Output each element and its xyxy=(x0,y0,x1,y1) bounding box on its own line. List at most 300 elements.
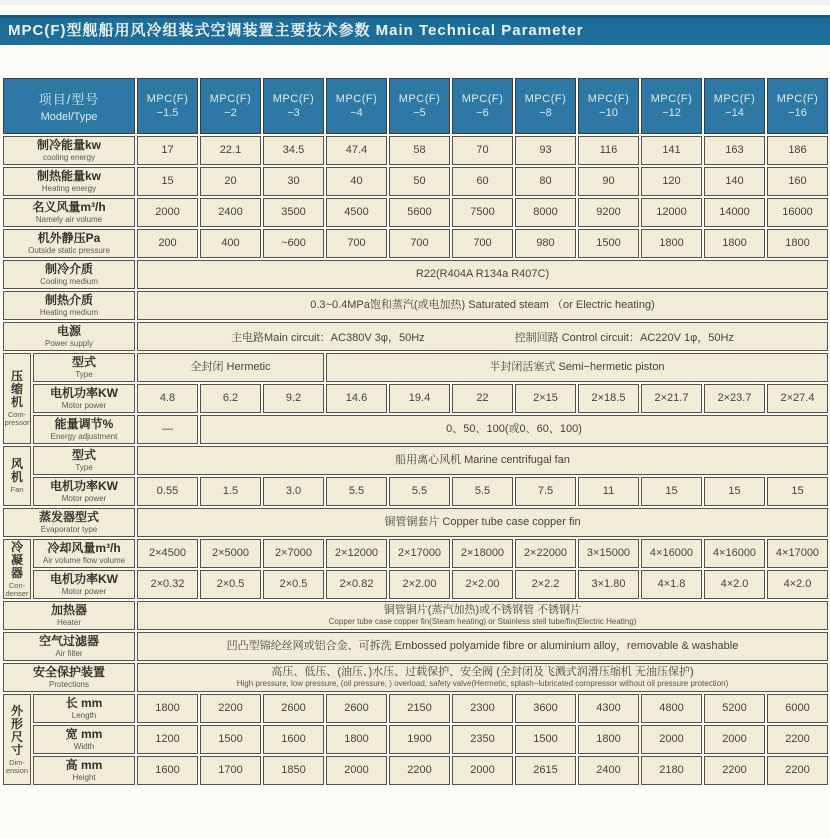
value-cell xyxy=(200,539,261,568)
value-cell xyxy=(263,229,324,258)
value-cell xyxy=(452,694,513,723)
value-cell xyxy=(326,477,387,506)
value-cell xyxy=(578,136,639,165)
section-label-en-line: Com- xyxy=(7,410,27,419)
value-cell xyxy=(137,167,198,196)
value-line-cn: 4×17000 xyxy=(775,547,820,559)
value-cell xyxy=(767,198,828,227)
value-cell xyxy=(326,725,387,754)
table-row xyxy=(3,756,828,785)
value-line-cn: 700 xyxy=(473,237,492,249)
value-line-cn: 2×2.2 xyxy=(531,578,560,590)
value-line-cn: 1800 xyxy=(722,237,747,249)
row-label-en: Height xyxy=(72,773,96,782)
model-size: −2 xyxy=(224,107,237,119)
value-line-cn: 80 xyxy=(539,175,552,187)
row-label-cn: 宽 mm xyxy=(65,727,103,741)
row-label xyxy=(33,415,135,444)
row-label-en: Motor power xyxy=(61,587,107,596)
value-cell xyxy=(326,539,387,568)
value-cell xyxy=(515,198,576,227)
value-line-cn: 400 xyxy=(221,237,240,249)
value-cell xyxy=(389,539,450,568)
value-line-cn: 2×15 xyxy=(533,392,558,404)
row-label-cn: 高 mm xyxy=(65,758,103,772)
value-cell xyxy=(263,725,324,754)
value-cell xyxy=(200,167,261,196)
row-label-en: Protections xyxy=(48,680,90,689)
value-line-cn: 4×2.0 xyxy=(720,578,749,590)
row-label-cn: 名义风量m³/h xyxy=(32,200,106,214)
value-cell xyxy=(452,167,513,196)
table-row xyxy=(3,477,828,506)
table-row xyxy=(3,694,828,723)
section-label-char: 凝 xyxy=(10,552,23,567)
value-cell xyxy=(452,384,513,413)
value-cell xyxy=(137,508,828,537)
value-cell xyxy=(704,725,765,754)
model-size: −3 xyxy=(287,107,300,119)
value-line-cn: 2×21.7 xyxy=(654,392,689,404)
section-label xyxy=(3,446,31,506)
row-label-cn: 安全保护装置 xyxy=(32,665,105,679)
value-line-cn: 4.8 xyxy=(159,392,176,404)
value-cell xyxy=(263,570,324,599)
value-line-cn: 60 xyxy=(476,175,489,187)
value-cell xyxy=(641,198,702,227)
value-line-cn: 14000 xyxy=(719,206,750,218)
value-cell xyxy=(704,198,765,227)
value-line-cn: 5600 xyxy=(407,206,432,218)
row-label xyxy=(3,167,135,196)
row-label xyxy=(3,136,135,165)
row-label xyxy=(33,539,135,568)
section-label-en-line: Dim- xyxy=(9,757,25,767)
row-label xyxy=(3,601,135,630)
model-type-header xyxy=(3,78,135,134)
model-size: −12 xyxy=(662,107,681,119)
value-cell xyxy=(578,229,639,258)
value-line-cn: 2×2.00 xyxy=(465,578,500,590)
value-line-cn: 2×17000 xyxy=(397,547,442,559)
row-label-cn: 能量调节% xyxy=(54,417,114,431)
section-label-en-line: ension xyxy=(5,765,29,775)
value-cell xyxy=(263,694,324,723)
value-cell xyxy=(137,291,828,320)
value-cell xyxy=(137,601,828,630)
value-line-cn: 2000 xyxy=(659,733,684,745)
section-label-cn xyxy=(4,370,30,409)
model-header-cell xyxy=(200,78,261,134)
row-label-en: Heater xyxy=(56,618,81,627)
value-cell xyxy=(326,570,387,599)
value-line-cn: 11 xyxy=(602,485,615,497)
value-cell xyxy=(263,756,324,785)
value-line-cn: 2600 xyxy=(344,702,369,714)
header-row xyxy=(3,78,828,134)
row-label xyxy=(3,508,135,537)
value-line-cn: 22.1 xyxy=(219,144,242,156)
value-line-cn: 1200 xyxy=(155,733,180,745)
row-label-cn: 制冷能量kw xyxy=(36,138,101,152)
model-name: MPC(F) xyxy=(587,93,630,105)
model-name: MPC(F) xyxy=(776,93,819,105)
value-line-cn: 980 xyxy=(536,237,555,249)
value-cell xyxy=(137,415,198,444)
section-label-en-line: Fan xyxy=(10,485,24,494)
value-line-cn: 2150 xyxy=(407,702,432,714)
row-label-cn: 电机功率KW xyxy=(50,479,118,493)
value-cell xyxy=(326,694,387,723)
value-cell xyxy=(137,384,198,413)
value-line-cn: 1800 xyxy=(785,237,810,249)
section-label-cn xyxy=(4,458,30,484)
value-line-cn: 0.55 xyxy=(156,485,179,497)
model-name: MPC(F) xyxy=(146,93,189,105)
value-line-cn: 2000 xyxy=(722,733,747,745)
value-cell xyxy=(767,539,828,568)
value-line-cn: 15 xyxy=(665,485,678,497)
value-line-cn: 16000 xyxy=(782,206,813,218)
value-line-cn: 4×16000 xyxy=(649,547,694,559)
value-line-cn: 116 xyxy=(599,144,618,156)
row-label-cn: 电机功率KW xyxy=(50,572,118,586)
value-line-cn: 铜管铜套片 Copper tube case copper fin xyxy=(384,516,581,528)
value-cell xyxy=(326,384,387,413)
page-title: MPC(F)型舰船用风冷组装式空调装置主要技术参数 Main Technical Parameter xyxy=(0,15,830,45)
table-row xyxy=(3,384,828,413)
table-row xyxy=(3,353,828,382)
model-size: −6 xyxy=(476,107,489,119)
value-cell xyxy=(641,167,702,196)
value-cell xyxy=(452,477,513,506)
value-line-cn: 2×18000 xyxy=(460,547,505,559)
value-line-cn: — xyxy=(162,423,173,435)
value-line-cn: 2200 xyxy=(785,733,810,745)
table-row xyxy=(3,601,828,630)
table-row xyxy=(3,570,828,599)
section-label-char: 器 xyxy=(10,565,23,580)
value-line-cn: 2×12000 xyxy=(334,547,379,559)
value-cell xyxy=(263,198,324,227)
section-label-en xyxy=(4,486,30,494)
value-line-cn: 7.5 xyxy=(537,485,554,497)
value-cell xyxy=(515,384,576,413)
value-cell xyxy=(389,725,450,754)
value-line-cn: 2×2.00 xyxy=(402,578,437,590)
value-cell xyxy=(200,725,261,754)
model-name: MPC(F) xyxy=(272,93,315,105)
model-header-cell xyxy=(452,78,513,134)
table-row xyxy=(3,725,828,754)
value-line-cn: 12000 xyxy=(656,206,687,218)
value-line-cn: 15 xyxy=(728,485,741,497)
section-label-en-line: Con- xyxy=(8,580,26,590)
model-header-cell xyxy=(263,78,324,134)
value-line-cn: 200 xyxy=(158,237,177,249)
value-cell xyxy=(326,229,387,258)
model-name: MPC(F) xyxy=(398,93,441,105)
value-cell xyxy=(578,477,639,506)
section-label-char: 形 xyxy=(10,716,23,731)
row-label-cn: 型式 xyxy=(71,355,96,369)
value-cell xyxy=(704,136,765,165)
value-line-cn: 2400 xyxy=(596,764,621,776)
row-label-en: Power supply xyxy=(44,339,94,348)
value-line-cn: 700 xyxy=(410,237,429,249)
section-label-cn xyxy=(4,541,30,580)
value-line-cn: 2×23.7 xyxy=(717,392,752,404)
value-cell xyxy=(641,570,702,599)
value-line-cn: 14.6 xyxy=(345,392,368,404)
value-cell xyxy=(326,756,387,785)
table-row xyxy=(3,539,828,568)
value-cell xyxy=(767,756,828,785)
value-cell xyxy=(137,477,198,506)
value-cell xyxy=(767,570,828,599)
value-segment: 控制回路 Control circuit：AC220V 1φ，50Hz xyxy=(514,331,734,344)
value-line-cn: 1.5 xyxy=(222,485,239,497)
value-line-cn: 1600 xyxy=(281,733,306,745)
value-line-cn: 2×5000 xyxy=(211,547,249,559)
value-cell xyxy=(515,694,576,723)
value-line-cn: 2300 xyxy=(470,702,495,714)
model-type-header-en: Model/Type xyxy=(40,111,98,123)
section-label xyxy=(3,539,31,599)
section-label-char: 风 xyxy=(10,457,23,471)
section-label xyxy=(3,353,31,444)
model-name: MPC(F) xyxy=(524,93,567,105)
value-cell xyxy=(578,167,639,196)
row-label-en: Air filter xyxy=(55,649,83,658)
value-line-en: High pressure, low pressure, (oil pressure, ) overload, safety valve(Hermetic, splash−lubricated compressor without oil pressure protection) xyxy=(236,679,729,688)
value-cell xyxy=(137,198,198,227)
model-size: −5 xyxy=(413,107,426,119)
model-size: −16 xyxy=(788,107,807,119)
value-cell xyxy=(389,694,450,723)
value-cell xyxy=(452,756,513,785)
value-cell xyxy=(641,384,702,413)
value-line-cn: 17 xyxy=(161,144,174,156)
value-line-cn: 58 xyxy=(413,144,426,156)
model-header-cell xyxy=(515,78,576,134)
value-line-cn: 2×0.5 xyxy=(216,578,245,590)
row-label-cn: 长 mm xyxy=(65,696,103,710)
row-label xyxy=(33,384,135,413)
section-label-char: 冷 xyxy=(10,539,23,554)
model-header-cell xyxy=(641,78,702,134)
value-cell xyxy=(641,477,702,506)
value-line-cn: 93 xyxy=(539,144,552,156)
value-cell xyxy=(641,229,702,258)
value-cell xyxy=(515,136,576,165)
value-line-cn: 3.0 xyxy=(285,485,302,497)
value-line-cn: 700 xyxy=(347,237,366,249)
value-cell xyxy=(137,136,198,165)
value-cell xyxy=(704,384,765,413)
table-row xyxy=(3,291,828,320)
value-line-cn: 2×4500 xyxy=(148,547,186,559)
value-cell xyxy=(641,756,702,785)
row-label-en: Cooling medium xyxy=(40,277,98,286)
section-label-en-line: pressor xyxy=(4,418,30,427)
value-cell xyxy=(704,539,765,568)
table-row xyxy=(3,260,828,289)
section-label-char: 尺 xyxy=(10,729,23,744)
row-label xyxy=(33,694,135,723)
value-line-cn: 2×22000 xyxy=(523,547,568,559)
value-line-cn: 凹凸型锦纶丝网或铝合金、可拆洗 Embossed polyamide fibre or aluminium alloy，removable & washable xyxy=(226,640,739,652)
value-cell xyxy=(137,756,198,785)
value-line-cn: 5.5 xyxy=(348,485,365,497)
section-label-char: 机 xyxy=(10,470,23,484)
value-cell xyxy=(200,229,261,258)
value-cell xyxy=(578,570,639,599)
value-line-cn: 2×27.4 xyxy=(780,392,815,404)
value-cell xyxy=(578,539,639,568)
value-cell xyxy=(704,570,765,599)
value-line-cn: R22(R404A R134a R407C) xyxy=(415,268,550,280)
value-line-cn: 140 xyxy=(725,175,744,187)
value-line-cn: 船用离心风机 Marine centrifugal fan xyxy=(395,454,570,466)
value-line-cn: 20 xyxy=(224,175,237,187)
value-line-cn: 2200 xyxy=(722,764,747,776)
value-cell xyxy=(263,539,324,568)
value-cell xyxy=(767,477,828,506)
value-cell xyxy=(641,539,702,568)
row-label-en: Evaporator type xyxy=(40,525,98,534)
value-cell xyxy=(452,229,513,258)
value-line-cn: 0、50、100(或0、60、100) xyxy=(446,423,582,435)
row-label-cn: 制热能量kw xyxy=(36,169,101,183)
table-body xyxy=(3,136,828,785)
value-cell xyxy=(452,570,513,599)
value-cell xyxy=(389,198,450,227)
section-label xyxy=(3,694,31,785)
value-cell xyxy=(578,756,639,785)
row-label-cn: 制热介质 xyxy=(44,293,93,307)
value-line-cn: 1500 xyxy=(218,733,243,745)
value-line-cn: 2200 xyxy=(407,764,432,776)
value-line-cn: 0.3~0.4MPa饱和蒸汽(或电加热) Saturated steam （or Electric heating) xyxy=(310,299,655,311)
section-label-char: 机 xyxy=(10,395,23,409)
section-label-char: 外 xyxy=(10,703,23,718)
value-line-cn: 2×0.32 xyxy=(150,578,185,590)
row-label-en: Type xyxy=(75,370,93,379)
section-label-char: 缩 xyxy=(10,382,23,396)
row-label-cn: 电源 xyxy=(56,324,81,338)
row-label-en: Length xyxy=(71,711,97,720)
value-cell xyxy=(704,694,765,723)
model-name: MPC(F) xyxy=(461,93,504,105)
value-line-cn: 90 xyxy=(602,175,615,187)
value-cell xyxy=(767,694,828,723)
value-line-cn: 3×1.80 xyxy=(591,578,626,590)
row-label xyxy=(3,632,135,661)
value-cell xyxy=(263,167,324,196)
value-line-cn: 2000 xyxy=(155,206,180,218)
model-size: −4 xyxy=(350,107,363,119)
value-line-cn: 2×0.82 xyxy=(339,578,374,590)
value-cell xyxy=(200,198,261,227)
value-line-cn: 1800 xyxy=(659,237,684,249)
value-line-cn: 7500 xyxy=(470,206,495,218)
value-cell xyxy=(704,229,765,258)
value-line-cn: 50 xyxy=(413,175,426,187)
value-line-cn: 铜管铜片(蒸汽加热)或不锈钢管 不锈钢片 xyxy=(383,604,582,616)
value-line-cn: 1500 xyxy=(596,237,621,249)
value-cell xyxy=(200,570,261,599)
row-label xyxy=(33,477,135,506)
value-line-cn: 5.5 xyxy=(411,485,428,497)
value-cell xyxy=(137,694,198,723)
row-label-en: Namely air volume xyxy=(35,215,103,224)
value-line-cn: 2000 xyxy=(344,764,369,776)
value-line-cn: 1600 xyxy=(155,764,180,776)
section-label-char: 压 xyxy=(10,369,23,383)
value-cell xyxy=(389,384,450,413)
model-header-cell xyxy=(704,78,765,134)
model-header-cell xyxy=(578,78,639,134)
value-cell xyxy=(767,167,828,196)
row-label-cn: 蒸发器型式 xyxy=(38,510,99,524)
value-cell xyxy=(389,136,450,165)
value-cell xyxy=(389,570,450,599)
value-line-cn: 2180 xyxy=(659,764,684,776)
value-cell xyxy=(515,539,576,568)
model-size: −14 xyxy=(725,107,744,119)
table-row xyxy=(3,167,828,196)
value-cell xyxy=(704,756,765,785)
value-cell xyxy=(326,167,387,196)
row-label-cn: 电机功率KW xyxy=(50,386,118,400)
row-label xyxy=(3,322,135,351)
section-label-cn xyxy=(4,705,30,757)
row-label xyxy=(3,229,135,258)
value-line-cn: 1800 xyxy=(344,733,369,745)
table-row xyxy=(3,632,828,661)
value-line-cn: 70 xyxy=(476,144,489,156)
value-cell xyxy=(137,570,198,599)
value-cell xyxy=(200,136,261,165)
value-line-cn: 1700 xyxy=(218,764,243,776)
table-row xyxy=(3,663,828,692)
value-cell xyxy=(515,477,576,506)
value-cell xyxy=(578,198,639,227)
model-name: MPC(F) xyxy=(713,93,756,105)
row-label-en: Heating medium xyxy=(39,308,99,317)
model-size: −8 xyxy=(539,107,552,119)
table-row xyxy=(3,136,828,165)
value-cell xyxy=(767,229,828,258)
value-cell xyxy=(137,725,198,754)
value-line-cn: 15 xyxy=(791,485,804,497)
value-line-cn: 141 xyxy=(662,144,681,156)
value-cell xyxy=(515,167,576,196)
value-line-cn: 186 xyxy=(788,144,807,156)
value-cell xyxy=(326,353,828,382)
section-label-en xyxy=(4,759,30,775)
row-label-cn: 加热器 xyxy=(50,603,87,617)
value-line-cn: 2200 xyxy=(785,764,810,776)
model-size: −1.5 xyxy=(156,107,179,119)
value-line-cn: 30 xyxy=(287,175,300,187)
value-line-cn: 2×7000 xyxy=(274,547,312,559)
value-cell xyxy=(137,539,198,568)
value-line-cn: 3600 xyxy=(533,702,558,714)
value-line-cn: 1800 xyxy=(596,733,621,745)
value-cell xyxy=(200,756,261,785)
